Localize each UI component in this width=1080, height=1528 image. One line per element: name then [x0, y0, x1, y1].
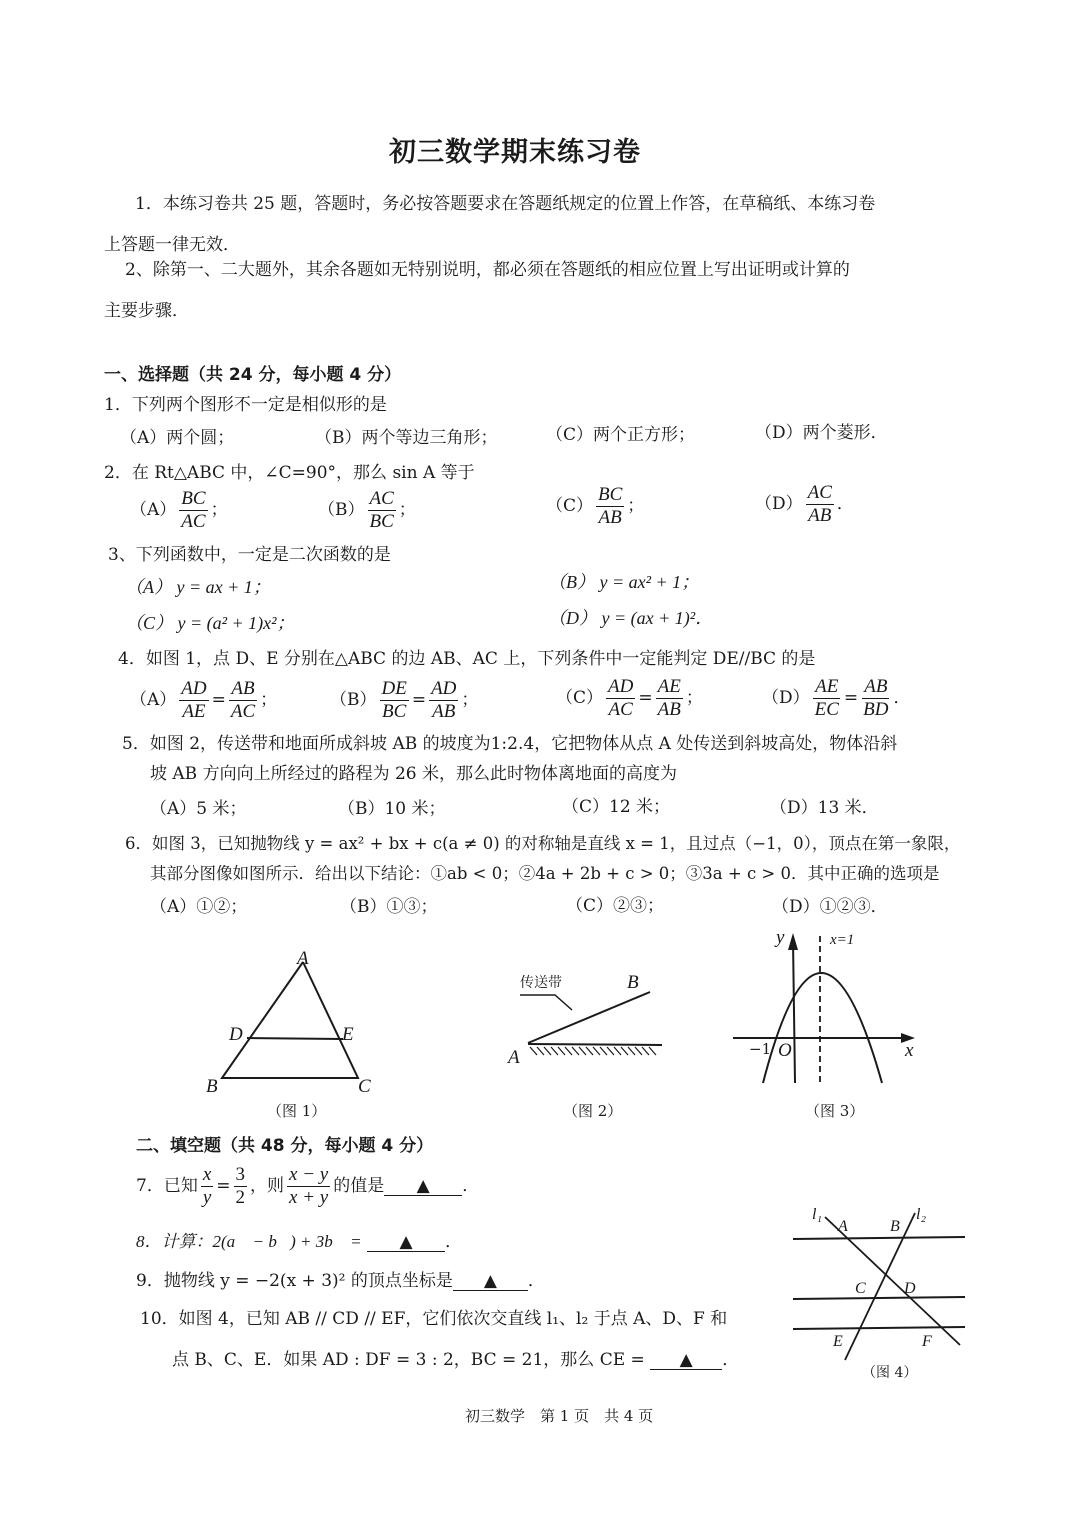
q10-line2: 点 B、C、E．如果 AD : DF = 3 : 2，BC = 21，那么 CE = ▲ ． — [172, 1350, 740, 1370]
q5-stem-line2: 坡 AB 方向向上所经过的路程为 26 米，那么此时物体离地面的高度为 — [150, 764, 678, 784]
fig1-caption: （图 1） — [267, 1102, 327, 1120]
fig2-belt-label: 传送带 — [520, 975, 562, 991]
fig4-label-c: C — [855, 1280, 866, 1297]
q4-stem: 4．如图 1，点 D、E 分别在△ABC 的边 AB、AC 上，下列条件中一定能判定 DE//BC 的是 — [118, 649, 816, 669]
q5-option-c: （C）12 米； — [562, 797, 671, 817]
fig4-label-l2: l₂ — [916, 1206, 927, 1223]
q1-option-c: （C）两个正方形； — [546, 425, 696, 445]
q1-option-d: （D）两个菱形． — [755, 423, 888, 443]
fig2-label-b: B — [627, 972, 639, 993]
q8-answer-blank[interactable]: ▲ — [367, 1233, 445, 1252]
fig4-label-d: D — [904, 1280, 916, 1297]
instruction-2: 2、除第一、二大题外，其余各题如无特别说明，都必须在答题纸的相应位置上写出证明或计算的 — [125, 260, 850, 280]
fig4-label-a: A — [838, 1218, 848, 1235]
fig3-origin-label: O — [778, 1040, 792, 1061]
q1-option-a: （A）两个圆； — [120, 428, 235, 448]
fig4-label-b: B — [890, 1218, 900, 1235]
section1-heading: 一、选择题（共 24 分，每小题 4 分） — [104, 365, 402, 385]
q3-option-d: （D） y = (ax + 1)²． — [548, 608, 714, 628]
fig1-label-c: C — [358, 1076, 371, 1097]
fig4-label-l1: l₁ — [812, 1206, 823, 1223]
figure-4-parallel-lines — [785, 1205, 970, 1365]
fig4-label-e: E — [833, 1333, 843, 1350]
fig1-label-e: E — [342, 1024, 354, 1045]
instruction-1-cont: 上答题一律无效． — [104, 235, 240, 255]
q5-option-d: （D）13 米． — [770, 798, 879, 818]
q7: 7．已知 $\frac{x}{y}$ = $\frac{3}{2}$ ，则 $\frac{x - y}{x + y}$ 的值是 ▲ ． — [136, 1164, 480, 1208]
instruction-2-cont: 主要步骤． — [104, 301, 189, 321]
q9: 9．抛物线 y = −2(x + 3)² 的顶点坐标是 ▲ ． — [136, 1271, 545, 1291]
q5-option-a: （A）5 米； — [150, 799, 247, 819]
q6-stem-line2: 其部分图像如图所示．给出以下结论：①ab < 0；②4a + 2b + c > 0；③3a + c > 0．其中正确的选项是 — [150, 864, 940, 883]
page-footer: 初三数学 第 1 页 共 4 页 — [465, 1407, 654, 1425]
fig1-label-a: A — [297, 948, 309, 969]
q4-option-b: （B） $\frac{DE}{BC}$ = $\frac{AD}{AB}$ ； — [330, 678, 479, 722]
fig1-label-b: B — [206, 1076, 218, 1097]
q2-option-b: （B） $\frac{AC}{BC}$ ； — [318, 488, 416, 532]
fig2-caption: （图 2） — [563, 1102, 623, 1120]
q8: 8．计算：2(a⃗ − b⃗) + 3b⃗ = ▲ ． — [136, 1232, 463, 1252]
q6-option-d: （D）①②③． — [772, 897, 888, 917]
q3-option-a: （A） y = ax + 1； — [125, 577, 271, 597]
fig3-y-label: y — [776, 927, 785, 948]
q10-line1: 10．如图 4，已知 AB // CD // EF，它们依次交直线 l₁、l₂ 于点 A、D、F 和 — [140, 1309, 728, 1329]
q6-option-a: （A）①②； — [150, 897, 248, 917]
q2-stem: 2．在 Rt△ABC 中，∠C=90°，那么 sin A 等于 — [104, 463, 475, 483]
fig2-label-a: A — [508, 1047, 520, 1068]
q4-option-d: （D） $\frac{AE}{EC}$ = $\frac{AB}{BD}$ ． — [762, 676, 911, 720]
q3-option-b: （B） y = ax² + 1； — [548, 572, 700, 592]
q3-option-c: （C） y = (a² + 1)x²； — [125, 613, 295, 633]
q4-option-c: （C） $\frac{AD}{AC}$ = $\frac{AE}{AB}$ ； — [556, 676, 703, 720]
q1-stem: 1．下列两个图形不一定是相似形的是 — [104, 395, 387, 415]
instruction-1: 1．本练习卷共 25 题，答题时，务必按答题要求在答题纸规定的位置上作答，在草稿纸、本练习卷 — [135, 194, 876, 214]
fig4-label-f: F — [922, 1333, 932, 1350]
q5-option-b: （B）10 米； — [338, 799, 446, 819]
q6-option-b: （B）①③； — [340, 897, 438, 917]
fig3-neg1-label: −1 — [749, 1040, 772, 1058]
q6-stem-line1: 6．如图 3，已知抛物线 y = ax² + bx + c(a ≠ 0) 的对称轴是直线 x = 1，且过点（−1，0），顶点在第一象限， — [125, 834, 961, 853]
q6-option-c: （C）②③； — [566, 896, 665, 916]
section2-heading: 二、填空题（共 48 分，每小题 4 分） — [136, 1136, 434, 1156]
fig4-caption: （图 4） — [862, 1365, 918, 1381]
page-title: 初三数学期末练习卷 — [389, 137, 641, 168]
q1-option-b: （B）两个等边三角形； — [315, 428, 498, 448]
q9-answer-blank[interactable]: ▲ — [453, 1272, 528, 1291]
q5-stem-line1: 5．如图 2，传送带和地面所成斜坡 AB 的坡度为1:2.4，它把物体从点 A 处传送到斜坡高处，物体沿斜 — [122, 734, 898, 754]
q2-option-d: （D） $\frac{AC}{AB}$ ． — [755, 482, 854, 526]
figure-1-triangle — [195, 945, 385, 1095]
figure-3-parabola — [725, 928, 925, 1088]
fig3-x-label: x — [905, 1040, 914, 1061]
q4-option-a: （A） $\frac{AD}{AE}$ = $\frac{AB}{AC}$ ； — [130, 678, 278, 722]
q3-stem: 3、下列函数中，一定是二次函数的是 — [108, 545, 391, 565]
q10-answer-blank[interactable]: ▲ — [650, 1351, 722, 1370]
q2-option-c: （C） $\frac{BC}{AB}$ ； — [546, 484, 645, 528]
q7-answer-blank[interactable]: ▲ — [384, 1177, 462, 1196]
fig1-label-d: D — [229, 1024, 243, 1045]
q2-option-a: （A） $\frac{BC}{AC}$ ； — [130, 488, 228, 532]
fig3-axis-label: x=1 — [830, 932, 855, 948]
fig3-caption: （图 3） — [805, 1102, 865, 1120]
